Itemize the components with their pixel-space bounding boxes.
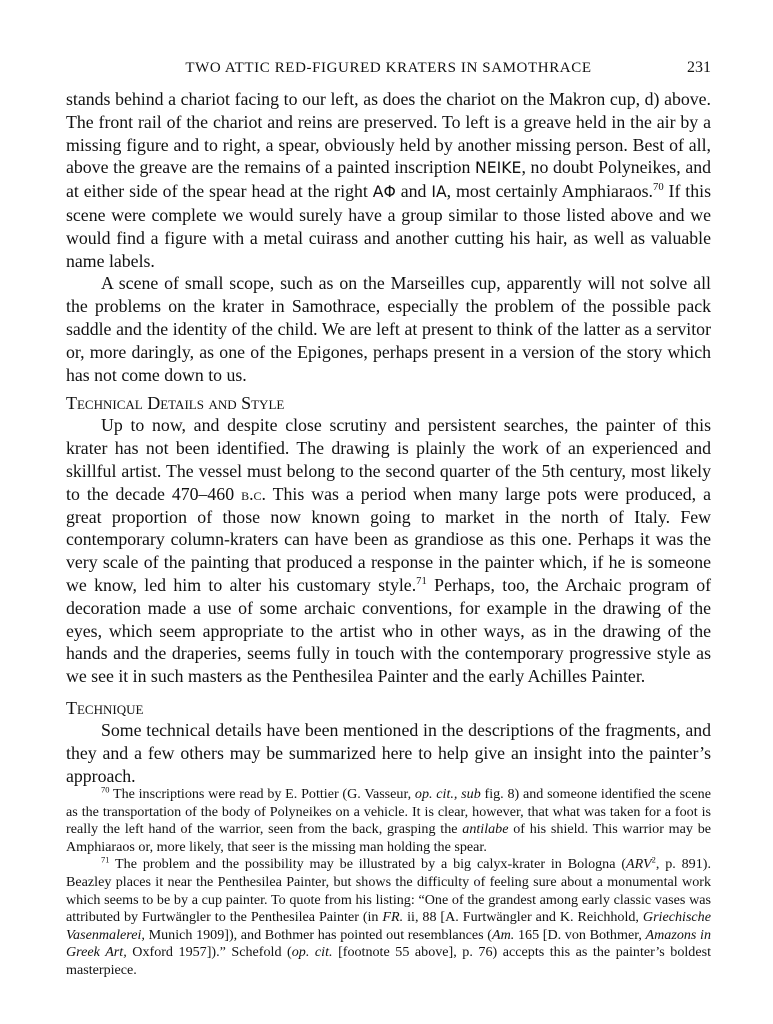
text-run: , no doubt Polyneikes, and at either side of the spear head at the right [66, 157, 711, 202]
running-header [66, 56, 711, 80]
text-run: This was a period when many large pots were produced, a great proportion of those now known going to market in the north of Italy. Few contemporary column-kraters can have been as grandiose as this one. Perhaps it was the very scale of the painting that produced a response in the painter which, if he is someone we know, led him to alter his customary style. [66, 483, 711, 595]
body-text [66, 88, 711, 787]
paragraph-3 [66, 414, 711, 688]
text-run: , p. 891). Beazley places it near the Penthesilea Painter, but shows the difficulty of feeling sure about a monumental work which seems to be by a cup painter. To quote from his listing: “One of the grandest among early classic vases was attributed by Furtwängler to the Penthesilea Painter (in [66, 856, 711, 926]
inscription-neike: NEIKE [475, 158, 522, 178]
page-number: 231 [687, 59, 711, 76]
text-run: Oxford 1957]).” Schefold ( [126, 944, 292, 961]
text-run: Munich 1909]), and Bothmer has pointed out resemblances ( [144, 926, 493, 943]
footnote-number: 70 [101, 784, 110, 795]
text-run: The problem and the possibility may be illustrated by a big calyx-krater in Bologna ( [109, 856, 627, 873]
footnotes [66, 786, 711, 980]
inscription-ia: IA [431, 182, 447, 202]
footnote-number: 71 [101, 854, 110, 865]
footnote-ref-70[interactable]: 70 [652, 181, 664, 194]
citation-italic: op. cit. [291, 944, 333, 961]
citation-italic: op. cit., sub [414, 786, 481, 802]
text-run: Up to now, and despite close scrutiny and persistent searches, the painter of this krater has not been identified. The drawing is plainly the work of an experienced and skillful artist. The vessel must belong to the second quarter of the 5th century, most likely to the decade 470–460 [66, 415, 711, 504]
inscription-aph: AΦ [372, 182, 396, 202]
text-run: and [395, 181, 432, 202]
paragraph-4: Some technical details have been mentioned in the descriptions of the fragments, and they and a few others may be summarized here to help give an insight into the painter’s approach. [66, 719, 711, 786]
section-heading-technique: Technique [66, 697, 144, 718]
citation-italic: ARV [626, 856, 652, 873]
text-run: 165 [D. von Bothmer, [514, 926, 646, 943]
term-italic: antilabe [462, 821, 509, 838]
paragraph-1 [66, 88, 711, 272]
running-title: TWO ATTIC RED-FIGURED KRATERS IN SAMOTHRACE [185, 60, 592, 76]
text-run: If this scene were complete we would surely have a group similar to those listed above and we would find a figure with a metal cuirass and another cutting his hair, as well as valuable name labels. [66, 181, 711, 271]
text-run: Perhaps, too, the Archaic program of decoration made a use of some archaic conventions, for example in the drawing of the eyes, which seem appropriate to the artist who in other ways, as in the drawing of the hands and the draperies, seems fully in touch with the contemporary progressive style as we see it in such masters as the Penthesilea Painter and the early Achilles Painter. [66, 574, 712, 687]
footnote-71 [66, 856, 711, 979]
citation-italic: Griechische Vasenmalerei, [66, 909, 711, 943]
text-run: ii, 88 [A. Furtwängler and K. Reichhold, [403, 909, 643, 926]
citation-italic: Amazons in Greek Art, [66, 926, 712, 961]
text-run: , most certainly Amphiaraos. [446, 181, 653, 202]
edition-superscript: 2 [651, 854, 656, 865]
footnote-ref-71[interactable]: 71 [416, 575, 427, 588]
text-run: of his shield. This warrior may be Amphiaraos or, more likely, that seer is the missing man holding the spear. [66, 821, 711, 855]
paragraph-2: A scene of small scope, such as on the Marseilles cup, apparently will not solve all the problems on the krater in Samothrace, especially the problem of the possible pack saddle and the identity of the child. We are left at present to think of the latter as a servitor or, more daringly, as one of the Epigones, perhaps present in a version of the story which has not come down to us. [66, 273, 711, 385]
text-run: [footnote 55 above], p. 76) accepts this as the painter’s boldest masterpiece. [66, 944, 711, 978]
era-abbrev: b.c. [241, 483, 266, 504]
text-run: The inscriptions were read by E. Pottier (G. Vasseur, [109, 786, 415, 802]
section-heading-technical-details: Technical Details and Style [66, 393, 285, 414]
footnote-70 [66, 786, 711, 856]
citation-italic: Am. [492, 926, 515, 943]
text-run: fig. 8) and someone identified the scene as the transportation of the body of Polyneikes on a vehicle. It is clear, however, that what was taken for a foot is really the left hand of the warrior, seen from the back, grasping the [66, 786, 711, 838]
text-run: stands behind a chariot facing to our left, as does the chariot on the Makron cup, d) above. The front rail of the chariot and reins are preserved. To left is a greave held in the air by a missing figure and to right, a spear, obviously held by another missing person. Best of all, above the greave are the remains of a painted inscription [66, 89, 711, 178]
citation-italic: FR. [382, 909, 404, 926]
